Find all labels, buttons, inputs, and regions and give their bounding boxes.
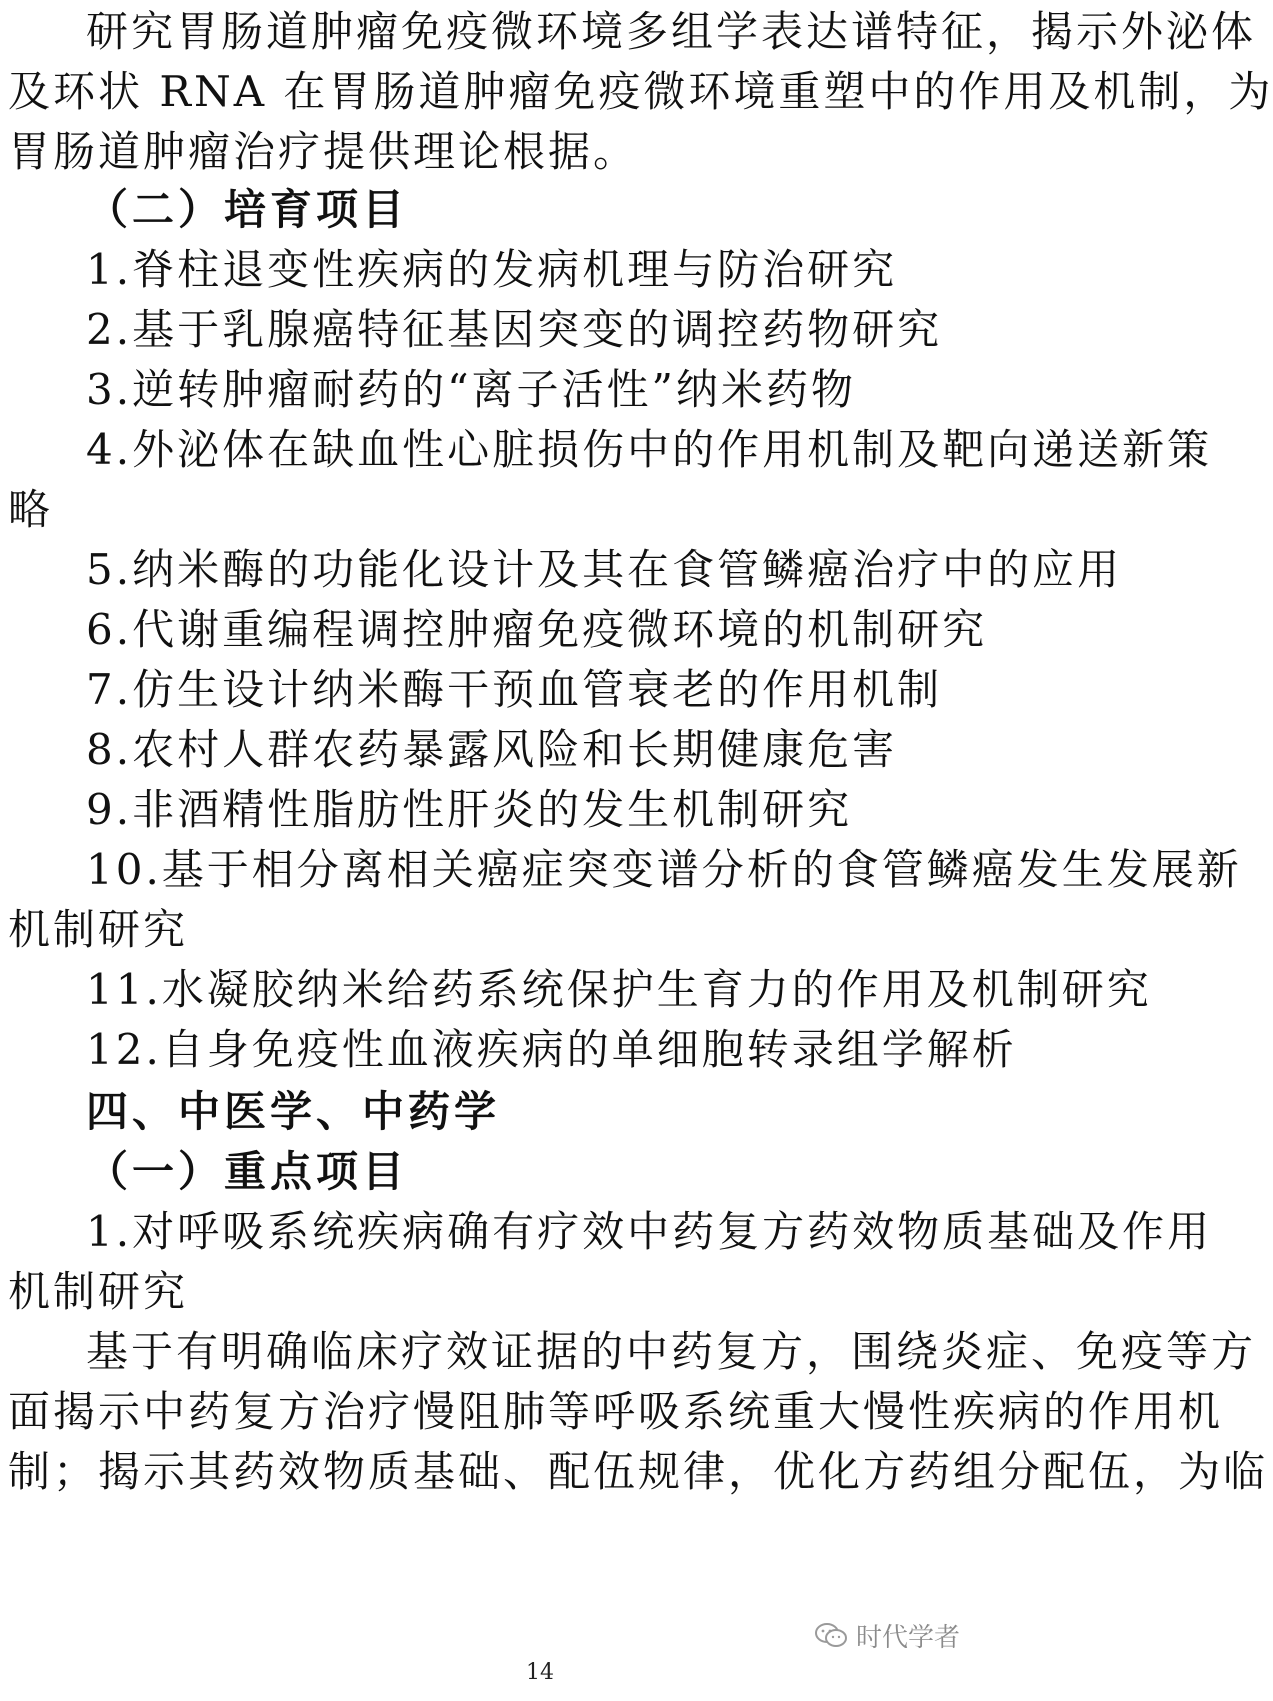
list-item-continuation: 机制研究 (8, 1267, 189, 1316)
paragraph-line: 及环状 RNA 在胃肠道肿瘤免疫微环境重塑中的作用及机制，为 (8, 67, 1273, 116)
list-item-continuation: 机制研究 (8, 905, 189, 954)
paragraph-line: 面揭示中药复方治疗慢阻肺等呼吸系统重大慢性疾病的作用机 (8, 1387, 1224, 1436)
section-heading-cultivation-projects: （二）培育项目 (86, 185, 409, 234)
paragraph-line: 基于有明确临床疗效证据的中药复方，围绕炎症、免疫等方 (86, 1327, 1257, 1376)
list-item: 7.仿生设计纳米酶干预血管衰老的作用机制 (86, 665, 943, 714)
list-item: 9.非酒精性脂肪性肝炎的发生机制研究 (86, 785, 853, 834)
list-item: 8.农村人群农药暴露风险和长期健康危害 (86, 725, 898, 774)
section-heading-tcm: 四、中医学、中药学 (86, 1087, 501, 1136)
paragraph-line: 制；揭示其药效物质基础、配伍规律，优化方药组分配伍，为临 (8, 1447, 1269, 1496)
list-item: 1.对呼吸系统疾病确有疗效中药复方药效物质基础及作用 (86, 1207, 1213, 1256)
list-item: 6.代谢重编程调控肿瘤免疫微环境的机制研究 (86, 605, 988, 654)
list-item: 10.基于相分离相关癌症突变谱分析的食管鳞癌发生发展新 (86, 845, 1242, 894)
list-item: 11.水凝胶纳米给药系统保护生育力的作用及机制研究 (86, 965, 1152, 1014)
page-number: 14 (526, 1660, 554, 1685)
list-item: 5.纳米酶的功能化设计及其在食管鳞癌治疗中的应用 (86, 545, 1123, 594)
list-item: 4.外泌体在缺血性心脏损伤中的作用机制及靶向递送新策 (86, 425, 1213, 474)
list-item: 1.脊柱退变性疾病的发病机理与防治研究 (86, 245, 898, 294)
paragraph-line: 研究胃肠道肿瘤免疫微环境多组学表达谱特征，揭示外泌体 (86, 7, 1257, 56)
paragraph-line: 胃肠道肿瘤治疗提供理论根据。 (8, 127, 639, 176)
watermark (814, 1615, 960, 1655)
list-item: 3.逆转肿瘤耐药的“离子活性”纳米药物 (86, 365, 857, 414)
watermark-text: 时代学者 (855, 1622, 960, 1653)
section-heading-key-projects: （一）重点项目 (86, 1147, 409, 1196)
list-item-continuation: 略 (8, 485, 54, 534)
list-item: 12.自身免疫性血液疾病的单细胞转录组学解析 (86, 1025, 1017, 1074)
list-item: 2.基于乳腺癌特征基因突变的调控药物研究 (86, 305, 943, 354)
wechat-icon (814, 1622, 848, 1648)
